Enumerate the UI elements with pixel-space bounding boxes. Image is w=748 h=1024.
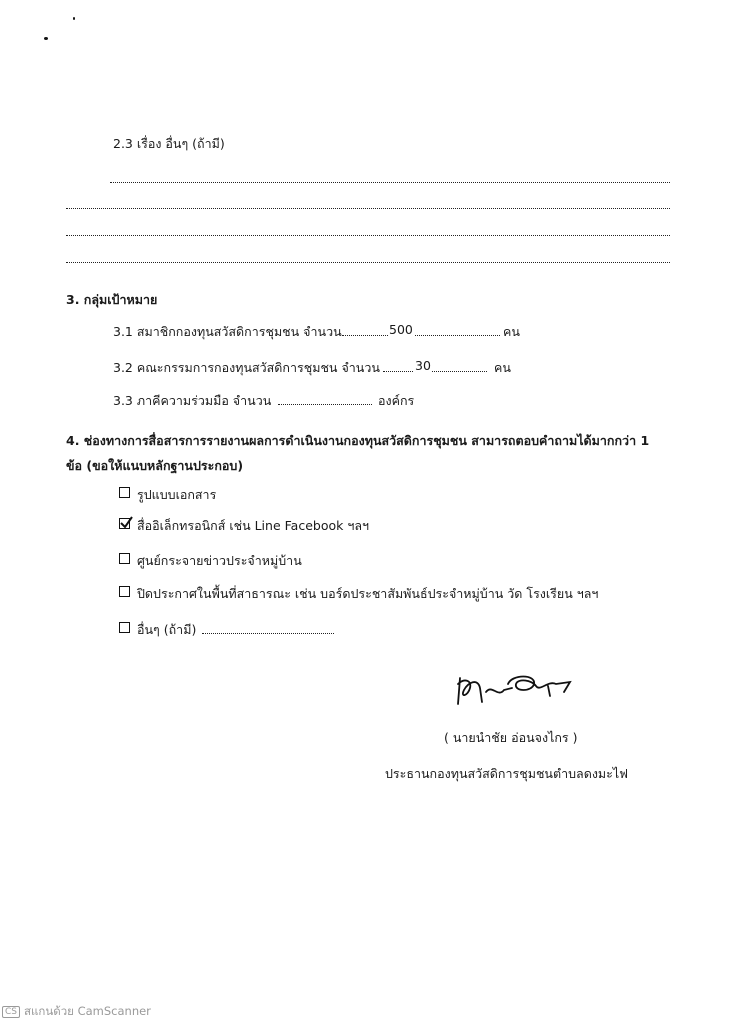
section-2-3-label: 2.3 เรื่อง อื่นๆ (ถ้ามี) xyxy=(113,136,225,151)
section-3-heading: 3. กลุ่มเป้าหมาย xyxy=(66,292,158,307)
item-3-2-unit: คน xyxy=(494,360,511,375)
option-other-label: อื่นๆ (ถ้ามี) xyxy=(137,622,197,637)
checkbox-other[interactable] xyxy=(119,622,130,633)
item-3-1-unit: คน xyxy=(503,324,520,339)
checkbox-electronic-media[interactable] xyxy=(119,518,130,529)
fill-line xyxy=(66,208,670,209)
signatory-position: ประธานกองทุนสวัสดิการชุมชนตำบลดงมะไฟ xyxy=(385,766,629,781)
checkbox-public-notice[interactable] xyxy=(119,586,130,597)
checkbox-document-format[interactable] xyxy=(119,487,130,498)
option-public-notice-label: ปิดประกาศในพื้นที่สาธารณะ เช่น บอร์ดประชาสัมพันธ์ประจำหมู่บ้าน วัด โรงเรียน ฯลฯ xyxy=(137,586,599,601)
fill-line xyxy=(202,633,334,634)
fill-line xyxy=(66,262,670,263)
scan-speck xyxy=(73,17,75,20)
fill-line xyxy=(278,404,372,405)
scan-speck xyxy=(44,37,48,40)
camscanner-logo: CS xyxy=(2,1006,20,1018)
fill-line xyxy=(342,335,500,336)
item-3-3-label: 3.3 ภาคีความร่วมมือ จำนวน xyxy=(113,393,272,408)
scanner-watermark-text: สแกนด้วย CamScanner xyxy=(24,1004,151,1018)
checkmark-icon xyxy=(118,515,134,531)
option-electronic-media-label: สื่ออิเล็กทรอนิกส์ เช่น Line Facebook ฯลฯ xyxy=(137,518,370,533)
section-4-heading-cont: ข้อ (ขอให้แนบหลักฐานประกอบ) xyxy=(66,458,244,473)
fill-line xyxy=(66,235,670,236)
item-3-3-unit: องค์กร xyxy=(378,393,415,408)
fill-line xyxy=(110,182,670,183)
option-village-broadcast-label: ศูนย์กระจายข่าวประจำหมู่บ้าน xyxy=(137,553,302,568)
checkbox-village-broadcast[interactable] xyxy=(119,553,130,564)
fill-line xyxy=(383,371,487,372)
handwritten-signature xyxy=(452,672,582,708)
scanner-watermark xyxy=(2,1003,151,1021)
section-4-heading: 4. ช่องทางการสื่อสารการรายงานผลการดำเนินงานกองทุนสวัสดิการชุมชน สามารถตอบคำถามได้มากกว่า 1 xyxy=(66,433,650,448)
signatory-name: ( นายนำชัย อ่อนจงไกร ) xyxy=(444,730,578,745)
item-3-1-label: 3.1 สมาชิกกองทุนสวัสดิการชุมชน จำนวน xyxy=(113,324,342,339)
option-document-format-label: รูปแบบเอกสาร xyxy=(137,487,217,502)
item-3-1-value: 500 xyxy=(389,322,413,337)
item-3-2-label: 3.2 คณะกรรมการกองทุนสวัสดิการชุมชน จำนวน xyxy=(113,360,380,375)
item-3-2-value: 30 xyxy=(415,358,431,373)
